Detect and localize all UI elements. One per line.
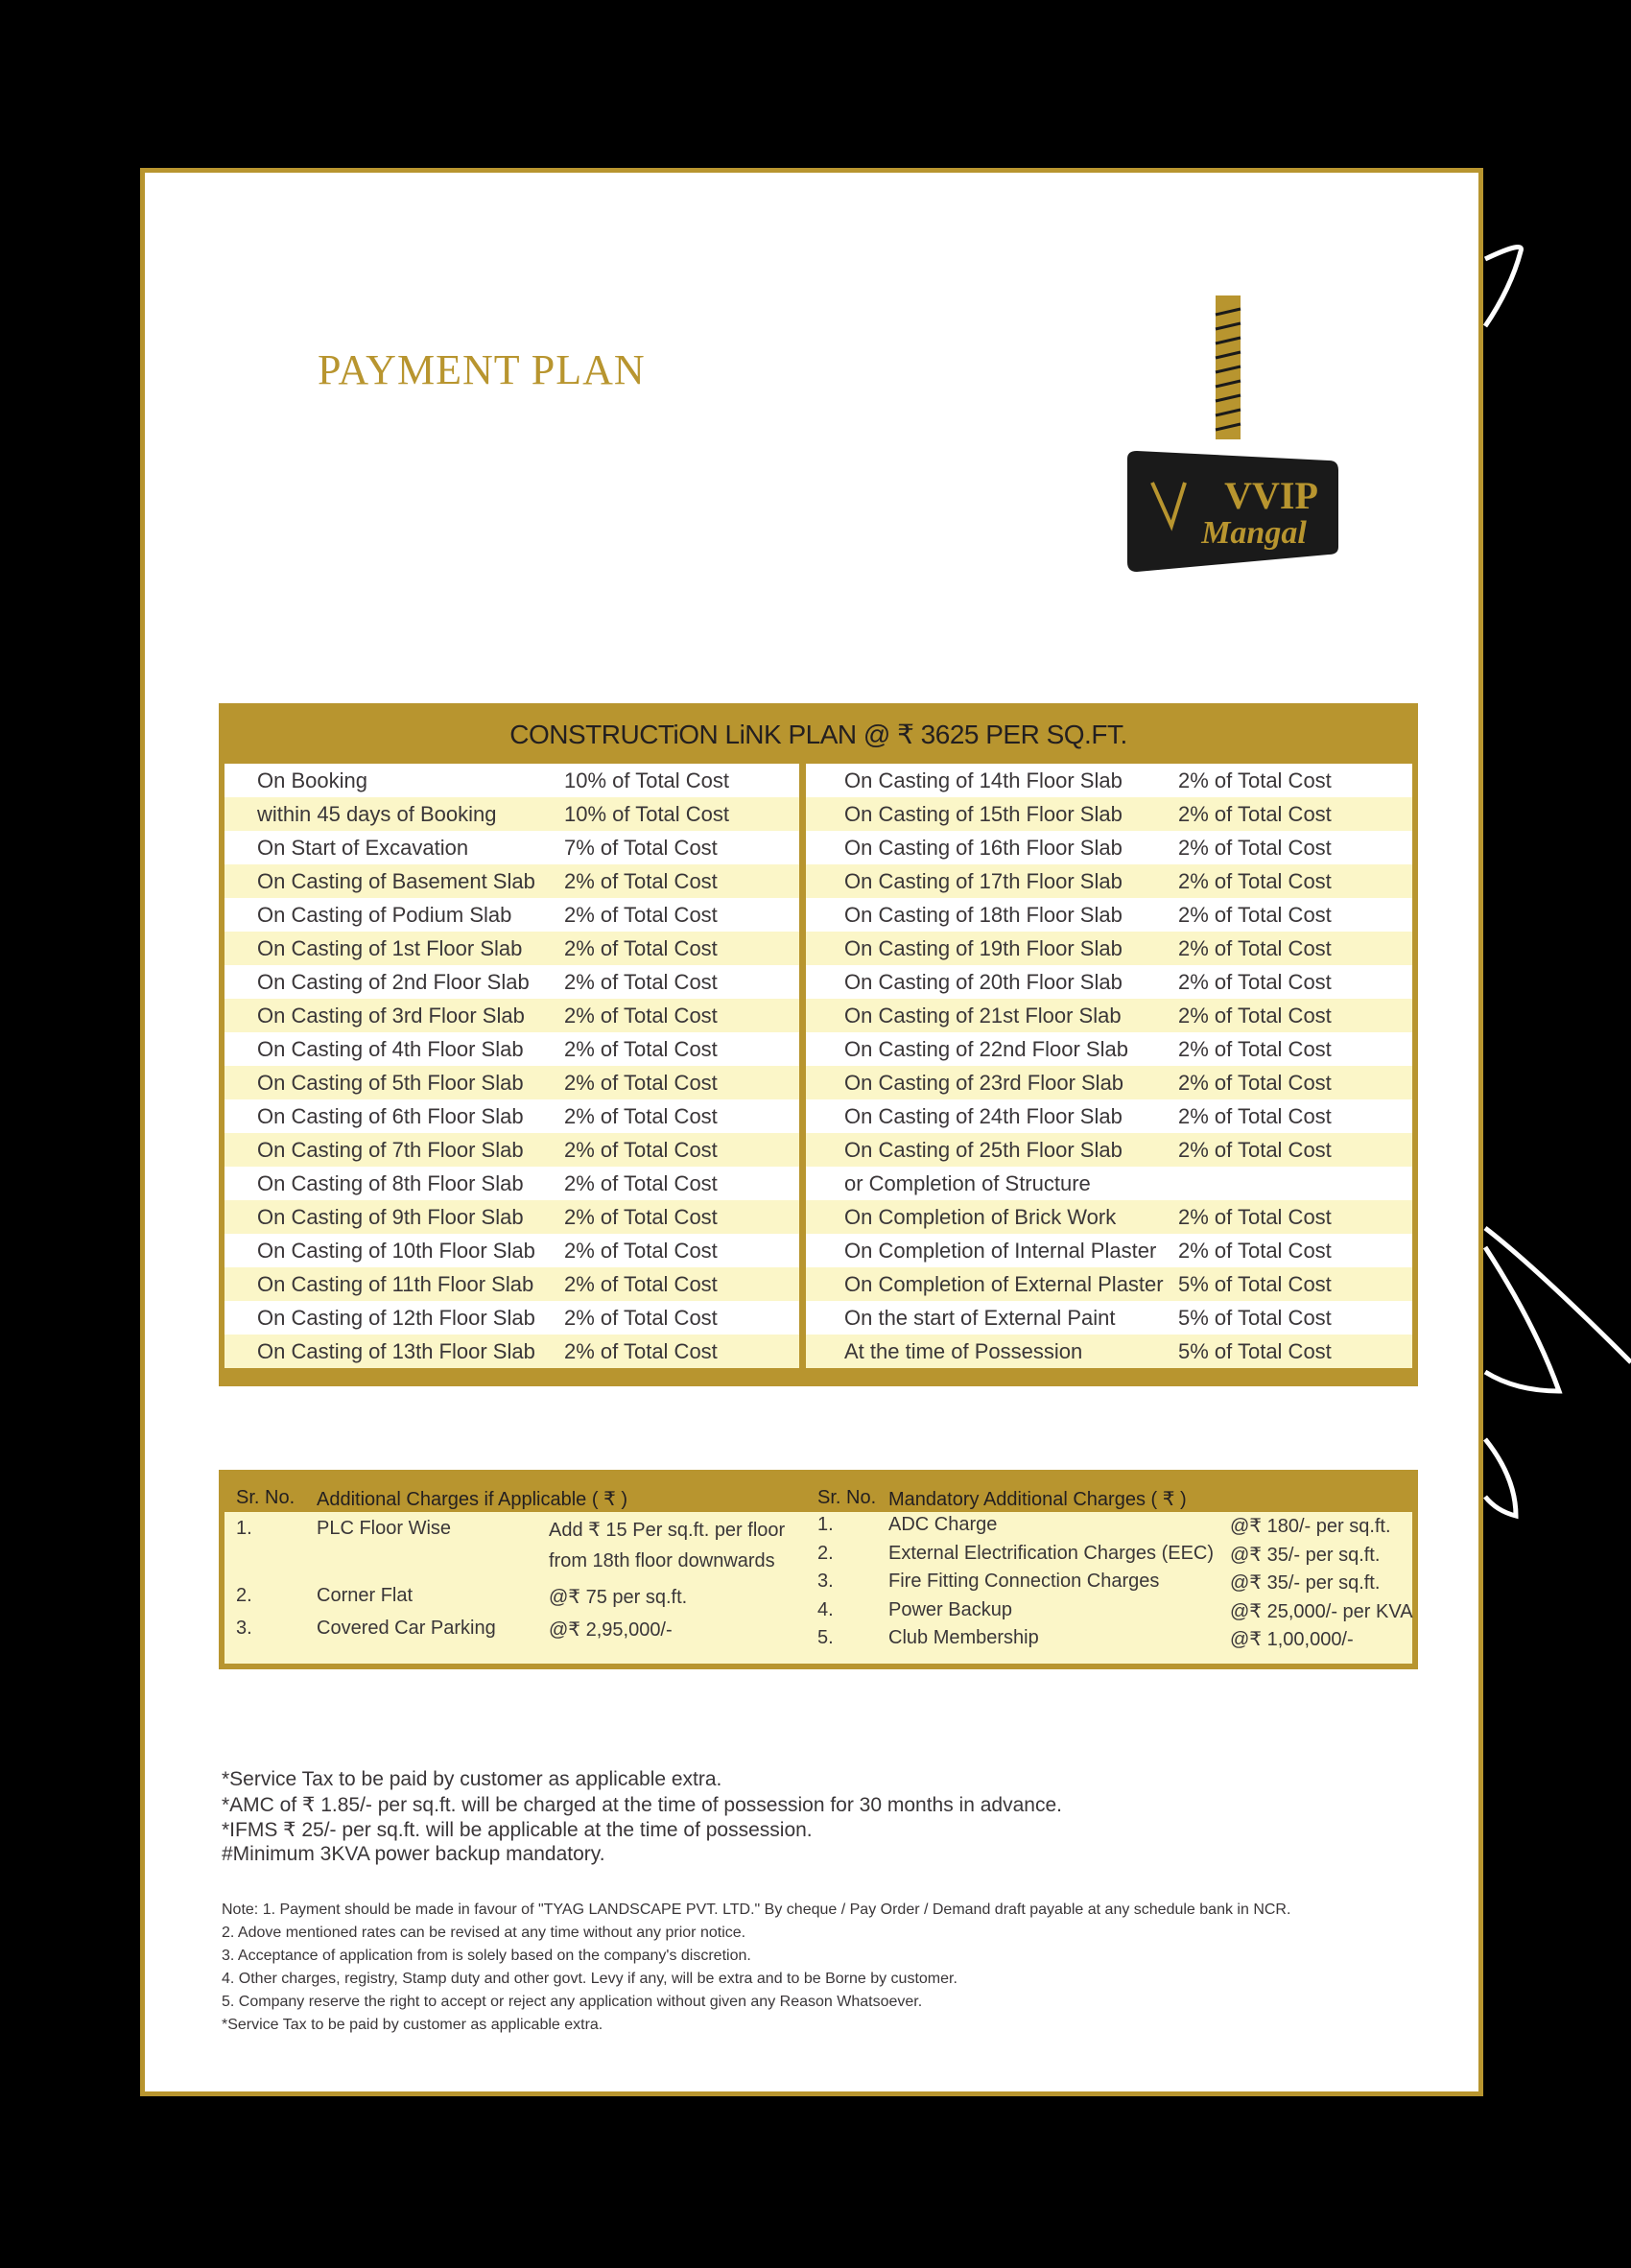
vvip-mangal-logo [1118,295,1348,612]
amount-cell: 10% of Total Cost [564,801,730,826]
table-row [225,1032,799,1066]
amount-cell: 2% of Total Cost [1178,1103,1332,1128]
table-row [806,864,1412,898]
mandatory-charges-header: Mandatory Additional Charges ( ₹ ) [888,1489,1187,1510]
stage-cell: On Casting of 2nd Floor Slab [257,969,530,994]
table-row [806,1234,1412,1267]
table-row [225,965,799,999]
table-row [806,1066,1412,1099]
construction-link-plan-table [219,703,1418,1386]
sr-header: Sr. No. [236,1487,295,1508]
stage-cell: or Completion of Structure [844,1170,1091,1195]
amount-cell: 2% of Total Cost [1178,1003,1332,1028]
amount-cell: 2% of Total Cost [1178,969,1332,994]
stage-cell: On Completion of Brick Work [844,1204,1117,1229]
note: 2. Adove mentioned rates can be revised at any time without any prior notice. [222,1925,746,1941]
note: 4. Other charges, registry, Stamp duty and other govt. Levy if any, will be extra and to be Borne by customer. [222,1971,957,1987]
table-row [225,797,799,831]
amount-cell: 2% of Total Cost [1178,1238,1332,1263]
amount-cell: 2% of Total Cost [564,1238,718,1263]
additional-sr: 1. [236,1518,252,1539]
amount-cell: 2% of Total Cost [564,1204,718,1229]
stage-cell: On Casting of 1st Floor Slab [257,935,523,960]
stage-cell: On Casting of 11th Floor Slab [257,1271,534,1296]
amount-cell: 2% of Total Cost [564,902,718,927]
stage-cell: On Casting of 23rd Floor Slab [844,1070,1124,1095]
stage-cell: On Casting of 4th Floor Slab [257,1036,524,1061]
table-row [225,1167,799,1200]
note: Note: 1. Payment should be made in favour of "TYAG LANDSCAPE PVT. LTD." By cheque / Pay Order / Demand draft payable at any schedule bank in NCR. [222,1902,1291,1918]
stage-cell: On Casting of Podium Slab [257,902,512,927]
table-row [806,797,1412,831]
footnote: #Minimum 3KVA power backup mandatory. [222,1843,605,1865]
additional-rate: @₹ 2,95,000/- [549,1619,673,1641]
amount-cell: 2% of Total Cost [1178,868,1332,893]
table-row [806,1133,1412,1167]
note: 5. Company reserve the right to accept or reject any application without given any Reason Whatsoever. [222,1994,923,2010]
table-row [806,898,1412,932]
amount-cell: 2% of Total Cost [1178,835,1332,860]
mandatory-name: Power Backup [888,1599,1012,1620]
stage-cell: On Casting of 8th Floor Slab [257,1170,524,1195]
amount-cell: 2% of Total Cost [564,935,718,960]
stage-cell: On Casting of 13th Floor Slab [257,1338,535,1363]
table-row [806,999,1412,1032]
mandatory-sr: 2. [817,1543,834,1564]
table-row [806,932,1412,965]
additional-rate: Add ₹ 15 Per sq.ft. per floor [549,1520,786,1541]
stage-cell: On Casting of 3rd Floor Slab [257,1003,525,1028]
stage-cell: On Casting of 7th Floor Slab [257,1137,524,1162]
mandatory-rate: @₹ 35/- per sq.ft. [1230,1572,1381,1594]
additional-name: Covered Car Parking [317,1618,496,1639]
stage-cell: On Casting of 25th Floor Slab [844,1137,1123,1162]
table-row [225,1066,799,1099]
amount-cell: 2% of Total Cost [1178,1036,1332,1061]
charges-table [219,1470,1418,1669]
stage-cell: On Casting of 16th Floor Slab [844,835,1123,860]
stage-cell: On the start of External Paint [844,1305,1116,1330]
amount-cell: 2% of Total Cost [564,1271,718,1296]
amount-cell: 2% of Total Cost [1178,1204,1332,1229]
amount-cell: 2% of Total Cost [564,868,718,893]
amount-cell: 2% of Total Cost [1178,1137,1332,1162]
stage-cell: On Casting of 20th Floor Slab [844,969,1123,994]
stage-cell: On Casting of 24th Floor Slab [844,1103,1123,1128]
mandatory-sr: 4. [817,1599,834,1620]
footnote: *Service Tax to be paid by customer as applicable extra. [222,1768,722,1790]
amount-cell: 5% of Total Cost [1178,1271,1332,1296]
mandatory-rate: @₹ 1,00,000/- [1230,1629,1354,1650]
logo-line1: VVIP [1224,474,1318,517]
table-row [806,1200,1412,1234]
mandatory-name: Club Membership [888,1627,1039,1648]
note: 3. Acceptance of application from is solely based on the company's discretion. [222,1948,751,1964]
sr-header: Sr. No. [817,1487,877,1508]
stage-cell: On Casting of 22nd Floor Slab [844,1036,1128,1061]
stage-cell: On Casting of 19th Floor Slab [844,935,1123,960]
table-row [806,1167,1412,1200]
additional-rate: @₹ 75 per sq.ft. [549,1587,688,1608]
mandatory-name: Fire Fitting Connection Charges [888,1571,1160,1592]
table-row [225,1267,799,1301]
stage-cell: On Completion of Internal Plaster [844,1238,1157,1263]
stage-cell: On Casting of 9th Floor Slab [257,1204,524,1229]
footnote: *IFMS ₹ 25/- per sq.ft. will be applicable at the time of possession. [222,1819,813,1841]
table-row [806,1267,1412,1301]
amount-cell: 2% of Total Cost [564,969,718,994]
note: *Service Tax to be paid by customer as applicable extra. [222,2017,603,2033]
table-row [225,932,799,965]
amount-cell: 2% of Total Cost [564,1070,718,1095]
amount-cell: 10% of Total Cost [564,768,730,792]
amount-cell: 2% of Total Cost [1178,935,1332,960]
stage-cell: On Casting of 15th Floor Slab [844,801,1123,826]
amount-cell: 7% of Total Cost [564,835,718,860]
charges-header [219,1470,1418,1512]
stage-cell: On Casting of 10th Floor Slab [257,1238,535,1263]
footnote: *AMC of ₹ 1.85/- per sq.ft. will be charged at the time of possession for 30 months in advance. [222,1794,1062,1816]
table-row [225,1234,799,1267]
table-row [225,864,799,898]
table-row [806,1301,1412,1335]
table-row [806,1335,1412,1368]
stage-cell: At the time of Possession [844,1338,1083,1363]
table-heading: CONSTRUCTiON LiNK PLAN @ ₹ 3625 PER SQ.FT. [509,720,1127,749]
stage-cell: On Casting of 14th Floor Slab [844,768,1123,792]
amount-cell: 2% of Total Cost [564,1170,718,1195]
mandatory-name: ADC Charge [888,1514,998,1535]
table-row [225,1335,799,1368]
payment-plan-card [140,168,1483,2096]
stage-cell: On Booking [257,768,367,792]
table-row [806,764,1412,797]
table-row [225,1133,799,1167]
page-title: PAYMENT PLAN [318,346,646,393]
left-column [225,764,799,1378]
stage-cell: On Casting of 17th Floor Slab [844,868,1123,893]
mandatory-rate: @₹ 35/- per sq.ft. [1230,1545,1381,1566]
table-row [225,1200,799,1234]
amount-cell: 2% of Total Cost [564,1305,718,1330]
stage-cell: On Casting of 5th Floor Slab [257,1070,524,1095]
stage-cell: On Casting of 12th Floor Slab [257,1305,535,1330]
additional-charges-header: Additional Charges if Applicable ( ₹ ) [317,1489,628,1510]
additional-name: PLC Floor Wise [317,1518,452,1539]
amount-cell: 2% of Total Cost [564,1338,718,1363]
amount-cell: 2% of Total Cost [1178,768,1332,792]
logo-line2: Mangal [1201,515,1307,551]
table-row [225,1301,799,1335]
table-row [225,764,799,797]
amount-cell: 2% of Total Cost [564,1036,718,1061]
amount-cell: 5% of Total Cost [1178,1338,1332,1363]
right-column [806,764,1412,1378]
mandatory-rate: @₹ 25,000/- per KVA [1230,1601,1413,1622]
table-row [806,1032,1412,1066]
table-row [806,831,1412,864]
table-row [806,965,1412,999]
stage-cell: On Completion of External Plaster [844,1271,1164,1296]
table-row [225,898,799,932]
additional-sr: 3. [236,1618,252,1639]
amount-cell: 2% of Total Cost [564,1003,718,1028]
amount-cell: 2% of Total Cost [564,1103,718,1128]
additional-rate-line2: from 18th floor downwards [549,1550,775,1571]
stage-cell: On Casting of 6th Floor Slab [257,1103,524,1128]
stage-cell: within 45 days of Booking [257,801,497,826]
mandatory-name: External Electrification Charges (EEC) [888,1543,1215,1564]
mandatory-sr: 3. [817,1571,834,1592]
amount-cell: 2% of Total Cost [1178,1070,1332,1095]
amount-cell: 2% of Total Cost [1178,801,1332,826]
mandatory-sr: 1. [817,1514,834,1535]
mandatory-rate: @₹ 180/- per sq.ft. [1230,1516,1391,1537]
amount-cell: 5% of Total Cost [1178,1305,1332,1330]
charges-body [225,1512,1412,1664]
additional-sr: 2. [236,1585,252,1606]
additional-name: Corner Flat [317,1585,414,1606]
table-row [225,831,799,864]
stage-cell: On Casting of Basement Slab [257,868,535,893]
stage-cell: On Start of Excavation [257,835,469,860]
mandatory-sr: 5. [817,1627,834,1648]
amount-cell: 2% of Total Cost [1178,902,1332,927]
table-row [225,1099,799,1133]
amount-cell: 2% of Total Cost [564,1137,718,1162]
table-row [225,999,799,1032]
stage-cell: On Casting of 18th Floor Slab [844,902,1123,927]
table-row [806,1099,1412,1133]
stage-cell: On Casting of 21st Floor Slab [844,1003,1122,1028]
